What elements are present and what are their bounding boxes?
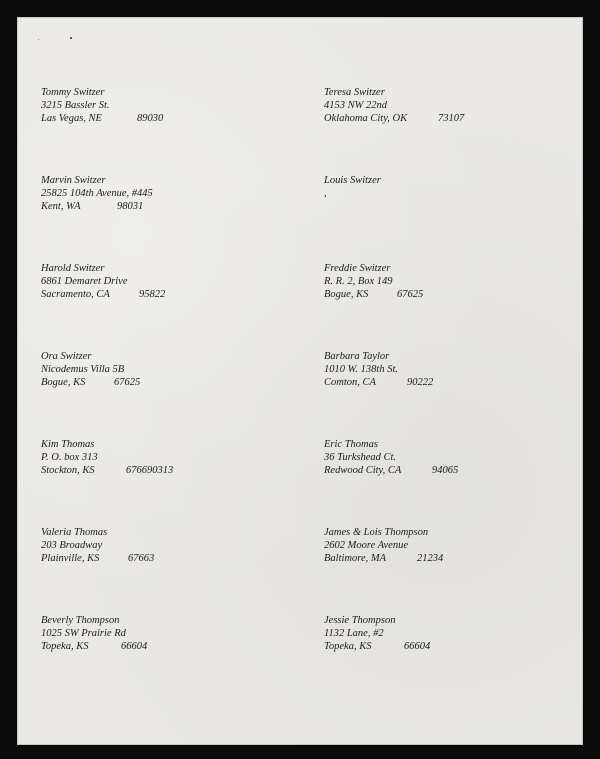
zip-code: 73107 <box>438 113 465 124</box>
city-state: Comton, CA <box>324 377 376 388</box>
city-state-zip <box>41 640 301 653</box>
address-label <box>324 86 584 125</box>
city-state-zip <box>41 288 301 301</box>
recipient-name: Harold Switzer <box>41 263 105 274</box>
recipient-name: Beverly Thompson <box>41 615 120 626</box>
street-address: 25825 104th Avenue, #445 <box>41 188 153 199</box>
paper-speck <box>38 39 39 40</box>
city-state-zip <box>324 464 584 477</box>
city-state-zip <box>41 112 301 125</box>
recipient-name: Kim Thomas <box>41 439 95 450</box>
street-address: 3215 Bassler St. <box>41 100 110 111</box>
recipient-name: Marvin Switzer <box>41 175 106 186</box>
street-address: 4153 NW 22nd <box>324 100 387 111</box>
recipient-name: Barbara Taylor <box>324 351 390 362</box>
city-state-zip <box>324 112 584 125</box>
recipient-name: Freddie Switzer <box>324 263 391 274</box>
street-address: R. R. 2, Box 149 <box>324 276 393 287</box>
zip-code: 676690313 <box>126 465 174 476</box>
city-state-zip <box>324 200 584 213</box>
street-address: 203 Broadway <box>41 540 103 551</box>
city-state: Plainville, KS <box>41 553 100 564</box>
recipient-name: James & Lois Thompson <box>324 527 429 538</box>
zip-code: 94065 <box>432 465 459 476</box>
city-state-zip <box>324 376 584 389</box>
street-address: , <box>324 188 327 199</box>
city-state-zip <box>41 552 301 565</box>
paper-sheet <box>17 17 583 745</box>
street-address: 1010 W. 138th St. <box>324 364 398 375</box>
street-address: 1132 Lane, #2 <box>324 628 384 639</box>
zip-code: 67663 <box>128 553 155 564</box>
zip-code: 66604 <box>404 641 431 652</box>
street-address: 2602 Moore Avenue <box>324 540 408 551</box>
zip-code: 90222 <box>407 377 434 388</box>
city-state: Topeka, KS <box>324 641 372 652</box>
recipient-name: Tommy Switzer <box>41 87 105 98</box>
zip-code: 67625 <box>397 289 424 300</box>
recipient-name: Ora Switzer <box>41 351 92 362</box>
address-label <box>324 350 584 389</box>
street-address: 6861 Demaret Drive <box>41 276 128 287</box>
street-address: P. O. box 313 <box>41 452 98 463</box>
city-state: Bogue, KS <box>324 289 369 300</box>
recipient-name: Valeria Thomas <box>41 527 108 538</box>
zip-code: 95822 <box>139 289 166 300</box>
street-address: Nicodemus Villa 5B <box>41 364 125 375</box>
address-label <box>324 438 584 477</box>
city-state-zip <box>324 288 584 301</box>
city-state-zip <box>41 464 301 477</box>
address-label <box>324 614 584 653</box>
city-state: Las Vegas, NE <box>41 113 102 124</box>
zip-code: 21234 <box>417 553 444 564</box>
recipient-name: Eric Thomas <box>324 439 378 450</box>
city-state-zip <box>41 200 301 213</box>
recipient-name: Jessie Thompson <box>324 615 396 626</box>
address-label <box>41 526 301 565</box>
city-state: Baltimore, MA <box>324 553 387 564</box>
city-state: Sacramento, CA <box>41 289 110 300</box>
address-label <box>41 174 301 213</box>
address-label <box>41 614 301 653</box>
street-address: 1025 SW Prairie Rd <box>41 628 126 639</box>
address-label <box>324 174 584 213</box>
address-label <box>324 526 584 565</box>
zip-code: 67625 <box>114 377 141 388</box>
city-state: Oklahoma City, OK <box>324 113 408 124</box>
city-state: Stockton, KS <box>41 465 95 476</box>
recipient-name: Louis Switzer <box>324 175 381 186</box>
street-address: 36 Turkshead Ct. <box>324 452 397 463</box>
paper-speck <box>70 37 72 39</box>
address-label <box>324 262 584 301</box>
address-label <box>41 438 301 477</box>
zip-code: 98031 <box>117 201 144 212</box>
city-state-zip <box>324 640 584 653</box>
city-state: Bogue, KS <box>41 377 86 388</box>
city-state: Redwood City, CA <box>324 465 402 476</box>
city-state-zip <box>324 552 584 565</box>
address-label <box>41 86 301 125</box>
zip-code: 66604 <box>121 641 148 652</box>
city-state-zip <box>41 376 301 389</box>
city-state: Kent, WA <box>41 201 81 212</box>
address-label <box>41 350 301 389</box>
zip-code: 89030 <box>137 113 164 124</box>
address-label <box>41 262 301 301</box>
recipient-name: Teresa Switzer <box>324 87 385 98</box>
city-state: Topeka, KS <box>41 641 89 652</box>
